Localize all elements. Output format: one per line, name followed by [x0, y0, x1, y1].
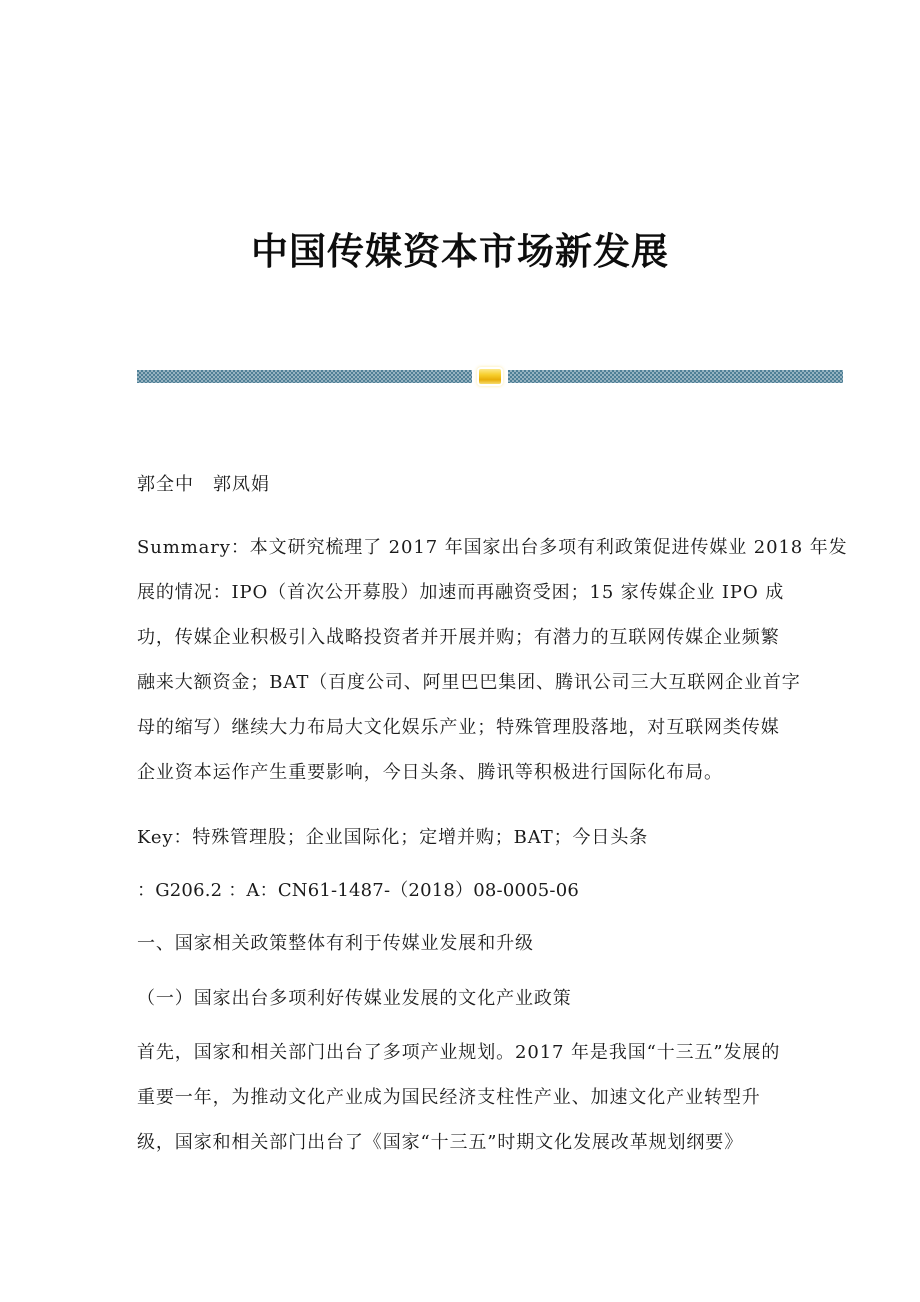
abstract-line: Summary：本文研究梳理了 2017 年国家出台多项有利政策促进传媒业 2018 年发	[137, 537, 848, 558]
classification-section	[137, 868, 789, 913]
abstract-line: 展的情况：IPO（首次公开募股）加速而再融资受困；15 家传媒企业 IPO 成	[137, 582, 785, 603]
abstract-section	[137, 525, 848, 795]
keywords-section	[137, 815, 789, 860]
abstract-line: 企业资本运作产生重要影响，今日头条、腾讯等积极进行国际化布局。	[137, 762, 723, 783]
section-subheading	[137, 976, 789, 1021]
abstract-line: 融来大额资金；BAT（百度公司、阿里巴巴集团、腾讯公司三大互联网企业首字	[137, 672, 801, 693]
divider-bar-left	[137, 370, 472, 383]
classification-line: ：G206.2 ：A：CN61-1487-（2018）08-0005-06	[137, 880, 580, 901]
keywords-line: Key：特殊管理股；企业国际化；定增并购；BAT；今日头条	[137, 827, 649, 848]
body-line: 首先，国家和相关部门出台了多项产业规划。2017 年是我国“十三五”发展的	[137, 1042, 781, 1063]
abstract-line: 母的缩写）继续大力布局大文化娱乐产业；特殊管理股落地，对互联网类传媒	[137, 717, 780, 738]
body-line: 重要一年，为推动文化产业成为国民经济支柱性产业、加速文化产业转型升	[137, 1087, 761, 1108]
body-section	[137, 1030, 789, 1165]
heading-line: 一、国家相关政策整体有利于传媒业发展和升级	[137, 933, 534, 954]
divider-gem-icon	[479, 369, 501, 384]
author-byline: 郭全中 郭凤娟	[137, 474, 270, 495]
section-heading-1	[137, 921, 789, 966]
subheading-line: （一）国家出台多项利好传媒业发展的文化产业政策	[137, 988, 572, 1009]
divider-bar-right	[508, 370, 843, 383]
page-title: 中国传媒资本市场新发展	[251, 228, 669, 273]
body-line: 级，国家和相关部门出台了《国家“十三五”时期文化发展改革规划纲要》	[137, 1132, 744, 1153]
abstract-line: 功，传媒企业积极引入战略投资者并开展并购；有潜力的互联网传媒企业频繁	[137, 627, 780, 648]
ornamental-divider	[137, 368, 843, 384]
